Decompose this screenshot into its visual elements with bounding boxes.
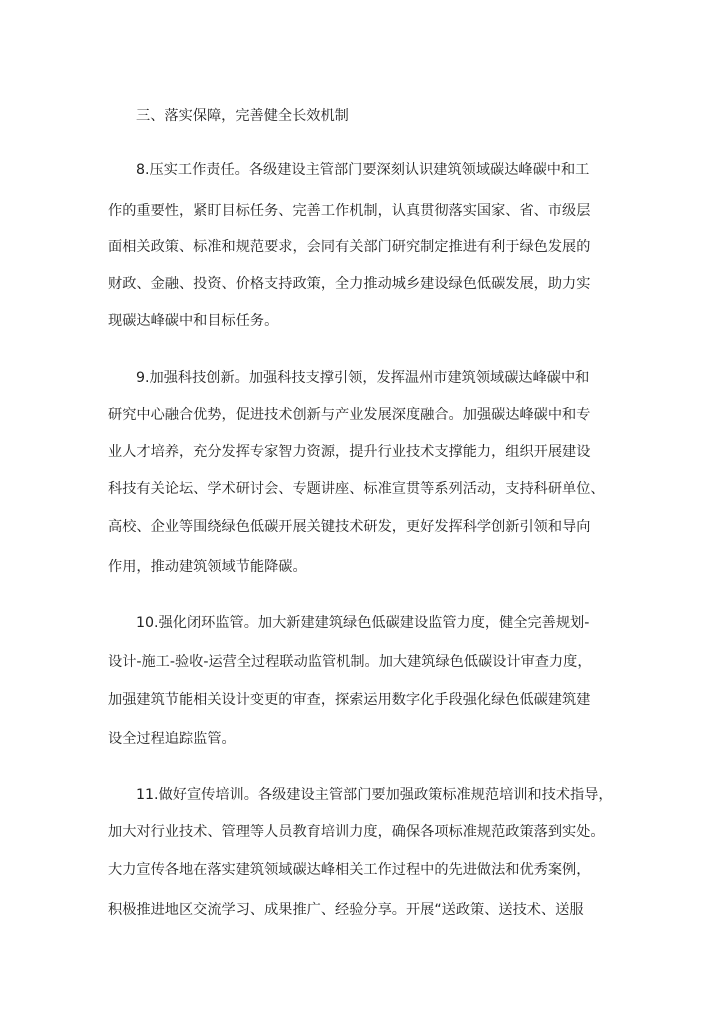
- paragraph-11-line-2: 加大对行业技术、管理等人员教育培训力度，确保各项标准规范政策落到实处。: [108, 824, 605, 840]
- paragraph-9-line-6: 作用，推动建筑领域节能降碳。: [108, 559, 307, 575]
- paragraph-9-line-2: 研究中心融合优势，促进技术创新与产业发展深度融合。加强碳达峰碳中和专: [108, 407, 591, 423]
- paragraph-9-line-4: 科技有关论坛、学术研讨会、专题讲座、标准宣贯等系列活动，支持科研单位、: [108, 481, 605, 497]
- paragraph-8-line-4: 财政、金融、投资、价格支持政策，全力推动城乡建设绿色低碳发展，助力实: [108, 276, 591, 292]
- paragraph-8-line-3: 面相关政策、标准和规范要求，会同有关部门研究制定推进有利于绿色发展的: [108, 239, 591, 255]
- paragraph-9-line-3: 业人才培养，充分发挥专家智力资源，提升行业技术支撑能力，组织开展建设: [108, 444, 591, 460]
- paragraph-10-line-2: 设计-施工-验收-运营全过程联动监管机制。加大建筑绿色低碳设计审查力度，: [108, 654, 592, 670]
- paragraph-11-line-4: 积极推进地区交流学习、成果推广、经验分享。开展“送政策、送技术、送服: [108, 902, 584, 918]
- paragraph-10-line-1: 10.强化闭环监管。加大新建建筑绿色低碳建设监管力度，健全完善规划-: [136, 615, 590, 631]
- paragraph-9-line-1: 9.加强科技创新。加强科技支撑引领，发挥温州市建筑领域碳达峰碳中和: [136, 370, 590, 386]
- paragraph-10-line-4: 设全过程追踪监管。: [108, 731, 236, 747]
- paragraph-10-line-3: 加强建筑节能相关设计变更的审查，探索运用数字化手段强化绿色低碳建筑建: [108, 692, 591, 708]
- paragraph-8-line-1: 8.压实工作责任。各级建设主管部门要深刻认识建筑领域碳达峰碳中和工: [136, 162, 590, 178]
- paragraph-8-line-5: 现碳达峰碳中和目标任务。: [108, 313, 279, 329]
- paragraph-11-line-3: 大力宣传各地在落实建筑领域碳达峰相关工作过程中的先进做法和优秀案例，: [108, 862, 591, 878]
- paragraph-9-line-5: 高校、企业等围绕绿色低碳开展关键技术研发，更好发挥科学创新引领和导向: [108, 519, 591, 535]
- paragraph-8-line-2: 作的重要性，紧盯目标任务、完善工作机制，认真贯彻落实国家、省、市级层: [108, 203, 591, 219]
- section-heading: 三、落实保障，完善健全长效机制: [136, 108, 349, 124]
- paragraph-11-line-1: 11.做好宣传培训。各级建设主管部门要加强政策标准规范培训和技术指导，: [136, 787, 613, 803]
